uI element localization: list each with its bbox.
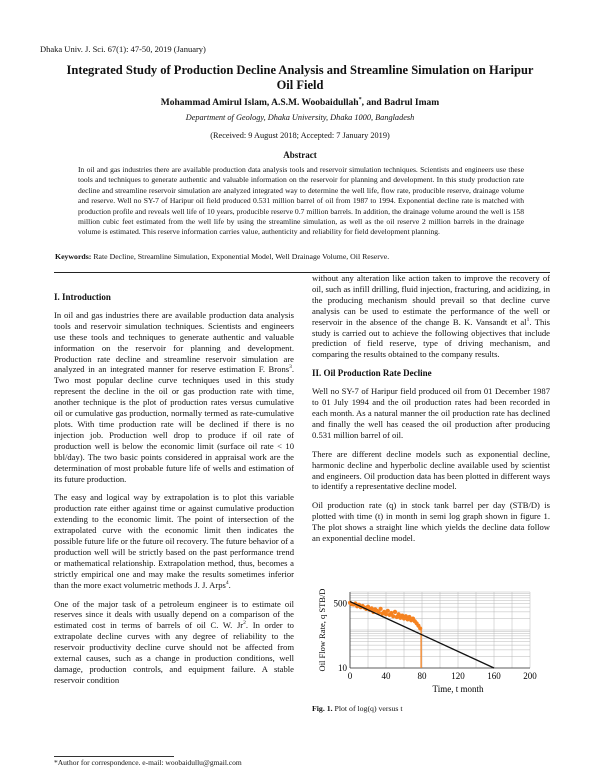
section-2-paragraph-3: Oil production rate (q) in stock tank barrel per day (STB/D) is plotted with time (t) in month in semi log graph shown in figure 1. The plot shows a straight line which yields the decline data follow an exponential decline model.: [312, 500, 550, 544]
author-list: [40, 97, 560, 108]
abstract-text: In oil and gas industries there are available production data analysis tools and reservoir simulation techniques. Scientists and engineers use these tools and techniques to generate authentic and valuable information on the reservoir for planning and development. In this study production rate decline and streamline reservoir simulation are analyzed integrated way to determine the well life, flow rate, producible reserve, drainage volume and reserve. Well no SY-7 of Haripur oil field produced 0.531 million barrel of oil from 1987 to 1994. Exponential decline rate is matched with production profile and reveals well life of 10 years, producible reserve 0.7 million barrels. In addition, the drainage volume around the well is 158 million cubic feet estimated from the well life by using the streamline simulation, as well as the oil reserve 2 million barrels in the drainage volume is estimated. This reserve information carries value, authenticity and reliability for field development planning.: [78, 165, 524, 237]
journal-citation: Dhaka Univ. J. Sci. 67(1): 47-50, 2019 (January): [40, 44, 206, 54]
ref-mark: 2: [243, 620, 246, 627]
footnote-divider: [54, 756, 174, 757]
paper-title: Integrated Study of Production Decline Analysis and Streamline Simulation on Haripur Oil Field: [66, 63, 534, 92]
y-tick-label: 500: [333, 598, 347, 609]
intro-paragraph-3: [54, 599, 294, 686]
ref-mark: 1: [526, 316, 530, 323]
x-tick-label: 40: [381, 671, 391, 681]
data-point: [379, 607, 383, 611]
ref-mark: 3: [289, 364, 292, 371]
right-p1-text-cont: . This study is carried out to achieve the following objectives that include prediction of field reserve, type of driving mechanism, and comparing the results obtained to the company results.: [312, 316, 551, 360]
y-axis-label: Oil Flow Rate, q STB/D: [317, 588, 327, 672]
intro-heading: I. Introduction: [54, 292, 111, 302]
x-tick-label: 120: [451, 671, 465, 681]
right-p1-text: without any alteration like action taken to improve the recovery of oil, such as infill drilling, fluid injection, fracturing, and acidizing, in the producing mechanism should prevail so that decline curve analysis can be used to estimate the performance of the well or reservoir in the absence of the change B. K. Vansandt et al: [312, 273, 550, 327]
figure-1-chart: [312, 586, 550, 698]
x-tick-label: 80: [417, 671, 427, 681]
keywords: [55, 252, 545, 261]
section-2-paragraph-1: Well no SY-7 of Haripur field produced oil from 01 December 1987 to 01 July 1994 and the oil production rates had been recorded in each month. As a natural manner the oil production rate has declined and finally the well has ceased the oil production after producing 0.531 million barrel of oil.: [312, 386, 550, 440]
intro-p1-text: In oil and gas industries there are available production data analysis tools and reservoir simulation techniques. Scientists and engineers use these tools and techniques to generate authentic and valuable information on the reservoir for planning and development. Production rate decline and streamline reservoir simulation are analyzed in an integrated manner for reserve estimation F. Brons: [54, 309, 294, 375]
data-point: [393, 610, 397, 614]
intro-paragraph-2: [54, 492, 294, 590]
intro-p2-text: The easy and logical way by extrapolation is to plot this variable production rate either against time or against cumulative production extending to the economic limit. The point of intersection of the extrapolated curve with the economic limit then indicates the possible future life or the future oil recovery. The future behavior of a production well will be strictly based on the past performance trend or mathematical relationship. Extrapolation method, thus, becomes a strictly empirical one and may make the results sometimes inferior than the more exact volumetric methods J. J. Arps: [54, 492, 294, 590]
x-tick-label: 160: [487, 671, 501, 681]
keywords-label: Keywords:: [55, 252, 92, 261]
figure-1-caption: [312, 704, 403, 713]
footnote: *Author for correspondence. e-mail: woobaidullu@gmail.com: [54, 758, 242, 767]
keywords-text: Rate Decline, Streamline Simulation, Exponential Model, Well Drainage Volume, Oil Reserve.: [91, 252, 390, 261]
caption-text: Plot of log(q) versus t: [332, 704, 403, 713]
x-tick-label: 0: [347, 671, 353, 681]
chart-grid: [350, 592, 530, 668]
chart-ticks: [334, 598, 538, 681]
y-tick-label: 10: [338, 663, 347, 673]
section-2-heading: II. Oil Production Rate Decline: [312, 368, 432, 379]
right-paragraph-1: [312, 273, 550, 360]
authors-part-2: , and Badrul Imam: [361, 98, 440, 109]
intro-p3-text: One of the major task of a petroleum engineer is to estimate oil reserves since it deals with usually depend on a comparison of the estimated cost in terms of barrels of oil C. W. Jr: [54, 598, 294, 631]
abstract-heading: Abstract: [283, 150, 317, 160]
left-column: [54, 292, 294, 694]
x-axis-label: Time, t month: [432, 684, 484, 694]
chart-marks: [348, 601, 494, 668]
received-dates: (Received: 9 August 2018; Accepted: 7 January 2019): [210, 131, 390, 140]
x-tick-label: 200: [523, 671, 537, 681]
intro-paragraph-1: [54, 310, 294, 485]
caption-label: Fig. 1.: [312, 704, 333, 713]
ref-mark: 4: [225, 579, 229, 586]
intro-p1-text-cont: . Two most popular decline curve techniques used in this study represent the decline in the oil or gas production rate with time, another technique is the plot of production rates versus cumulative oil or cumulative gas production, normally termed as rate-cumulative plots. With time production rate will be declined if there is no injection job. Production well drop to produce if oil rate of production well is below the economic limit (surface oil rate < 10 bbl/day). The two basic points considered in appraisal work are the determination of most probable future life of wells and estimation of its future production.: [54, 364, 294, 484]
section-2-paragraph-2: There are different decline models such as exponential decline, harmonic decline and hyperbolic decline available used by scientist and engineers. Oil production data has been plotted in different ways to identify a representative decline model.: [312, 448, 550, 492]
intro-p2-text-cont: .: [228, 579, 231, 590]
affiliation: Department of Geology, Dhaka University, Dhaka 1000, Bangladesh: [185, 113, 415, 122]
data-point: [386, 609, 390, 613]
data-point: [391, 614, 395, 618]
right-column: [312, 273, 550, 552]
corresponding-mark: *: [358, 97, 362, 103]
authors-part-1: Mohammad Amirul Islam, A.S.M. Woobaidullah: [160, 98, 359, 109]
intro-p3-text-cont: . In order to extrapolate decline curves with any degree of reliability to the reservoir productivity decline curve should not be affected from external causes, such as a change in production conditions, well damage, production controls, and equipment failure. A stable reservoir condition: [54, 620, 294, 685]
